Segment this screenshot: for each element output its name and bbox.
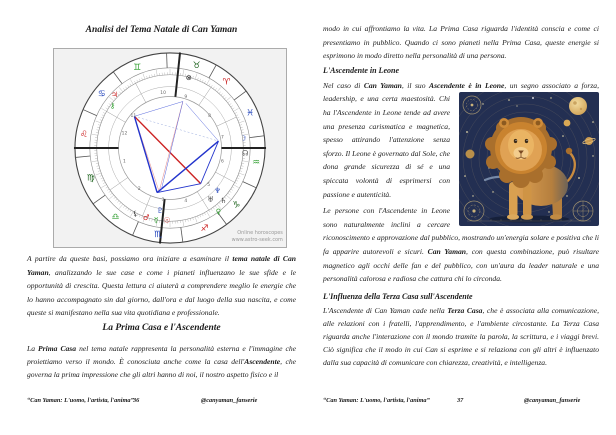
lion-paw [507,215,519,221]
svg-text:12: 12 [121,131,128,137]
svg-text:11: 11 [130,113,137,119]
svg-text:5: 5 [207,183,211,189]
svg-text:8: 8 [208,113,212,119]
paragraph-riconoscimento: Le persone con l'Ascendente in Leone sono naturalmente inclini a cercare riconoscimento e approvazione dal pubblico, mostrando un'energia solare e positiva che li fa apparire autorevoli e sicuri. Can Yaman, con questa combinazione, può risultare magnetico agli occhi delle fan e del pubblico, con un'aura da leader naturale e una personalità calorosa e radiosa che cattura chi lo circonda. [323,206,599,284]
lion-front-leg [509,182,518,217]
svg-text:☉: ☉ [163,215,171,225]
svg-text:♀: ♀ [215,206,222,216]
footer-page-number-right: 37 [457,397,464,404]
svg-text:♌: ♌ [79,130,88,141]
lion-illustration [459,92,599,226]
svg-text:♂: ♂ [142,212,150,222]
svg-text:3: 3 [161,197,165,203]
svg-text:7: 7 [221,135,224,141]
svg-text:♎: ♎ [111,212,120,223]
svg-text:♒: ♒ [252,157,261,168]
paragraph-terza-casa: L'Ascendente di Can Yaman cade nella Terza Casa, che è associata alla comunicazione, alle relazioni con i fratelli, l'apprendimento, e l'ambiente circostante. La Terza Casa riguarda anche l'interazione con il mondo tramite la parola, la scrittura, e i viaggi brevi. Ciò significa che il modo in cui Can si esprime e si relaziona con gli altri è influenzato dalla sua capacità di comunicare con chiarezza, creatività, e intelligenza. [323,305,600,367]
lion-tail-tuft [566,148,572,154]
moon-crater [580,108,582,110]
paragraph-ascendente-leone [323,79,599,201]
section-heading-prima-casa: La Prima Casa e l'Ascendente [102,322,221,333]
heading-influenza-terza-casa: L'Influenza della Terza Casa sull'Ascendente [323,291,473,301]
svg-text:2: 2 [137,187,141,193]
natal-chart-wheel [54,49,286,247]
paragraph-ascendente-leone-rest: leadership, e una certa maestosità. Chi ha l'Ascendente in Leone tende ad avere una presenza carismatica e magnetica, spesso attirando l'attenzione senza sforzo. Il Leone è governato dal Sole, che dona grande sicurezza di sé e una spiccata volontà di esprimersi con passione e autenticità. [323,94,450,199]
left-page-body [27,252,296,381]
svg-text:♈: ♈ [222,77,231,88]
svg-text:♐: ♐ [200,224,209,235]
planet-icon [564,120,571,127]
heading-ascendente-in-leone: L'Ascendente in Leone [323,65,399,75]
svg-text:6: 6 [221,159,224,165]
paragraph-prima-casa: La Prima Casa nel tema natale rappresenta la personalità esterna e l'immagine che proiettiamo verso il mondo. È conosciuta anche come la casa dell'Ascendente, che governa la prima impressione che gli altri hanno di noi, il nostro aspetto fisico e il [27,343,296,379]
corner-medallion-bottom-right [573,201,593,221]
planet-icon [466,150,475,159]
natal-chart-figure [53,48,287,248]
svg-text:☿: ☿ [153,215,159,225]
footer-handle-right: @canyaman_fanserie [524,397,581,404]
svg-text:☊: ☊ [241,148,249,158]
svg-text:⚷: ⚷ [109,100,116,110]
paragraph-ascendente-leone-lead: Nel caso di Can Yaman, il suo Ascendente è in Leone, un segno associato a forza, [323,80,599,90]
page-title: Analisi del Tema Natale di Can Yaman [85,25,238,35]
svg-text:♊: ♊ [133,62,142,73]
svg-text:♇: ♇ [156,205,164,215]
svg-text:♍: ♍ [86,173,95,184]
svg-text:☽: ☽ [239,133,247,143]
right-page-body [323,22,599,369]
svg-text:♆: ♆ [214,186,221,196]
svg-text:♏: ♏ [154,230,163,241]
svg-text:♉: ♉ [192,60,201,71]
svg-text:4: 4 [184,198,188,204]
svg-text:♃: ♃ [111,90,118,100]
svg-text:9: 9 [184,95,188,101]
svg-text:⚸: ⚸ [132,208,139,218]
svg-text:Online horoscopes: Online horoscopes [237,230,283,237]
svg-text:10: 10 [160,91,166,97]
svg-text:♅: ♅ [207,194,214,204]
footer-book-title-right: “Can Yaman: L'uomo, l'artista, l'anima” [323,397,430,404]
paragraph-prima-casa-continua: modo in cui affrontiamo la vita. La Prima Casa riguarda l'identità conscia e come ci presentiamo in pubblico. Quando ci sono pianeti nella Prima Casa, queste energie si esprimono in modo diretto nella personalità di una persona. [323,24,599,61]
footer-handle-left: @canyaman_fanserie [201,397,258,404]
footer-page-number-left: 36 [133,397,140,404]
svg-text:www.astro-seek.com: www.astro-seek.com [231,237,283,244]
svg-text:⊗: ⊗ [185,73,192,83]
footer-book-title-left: “Can Yaman: L'uomo, l'artista, l'anima” [27,397,134,404]
moon-icon [569,97,587,115]
svg-text:♓: ♓ [246,108,255,119]
lion-paw [550,215,562,221]
moon-crater [573,102,577,106]
lion-paw [521,215,533,221]
svg-text:♑: ♑ [232,200,241,211]
paragraph-intro-natal-chart: A partire da queste basi, possiamo ora iniziare a esaminare il tema natale di Can Yaman, analizzando le sue case e come i pianeti influenzano le sue sfide e le opportunità di crescita. Questa lettura ci aiuterà a comprendere meglio le energie che lo hanno accompagnato sin dal giorno, dall'ora e dal luogo della sua nascita, e come queste si manifestano nella sua vita quotidiana e professionale. [27,254,297,317]
svg-text:1: 1 [123,159,126,165]
svg-text:♄: ♄ [220,195,227,205]
svg-text:♋: ♋ [97,89,106,100]
lion-front-leg [523,184,532,217]
